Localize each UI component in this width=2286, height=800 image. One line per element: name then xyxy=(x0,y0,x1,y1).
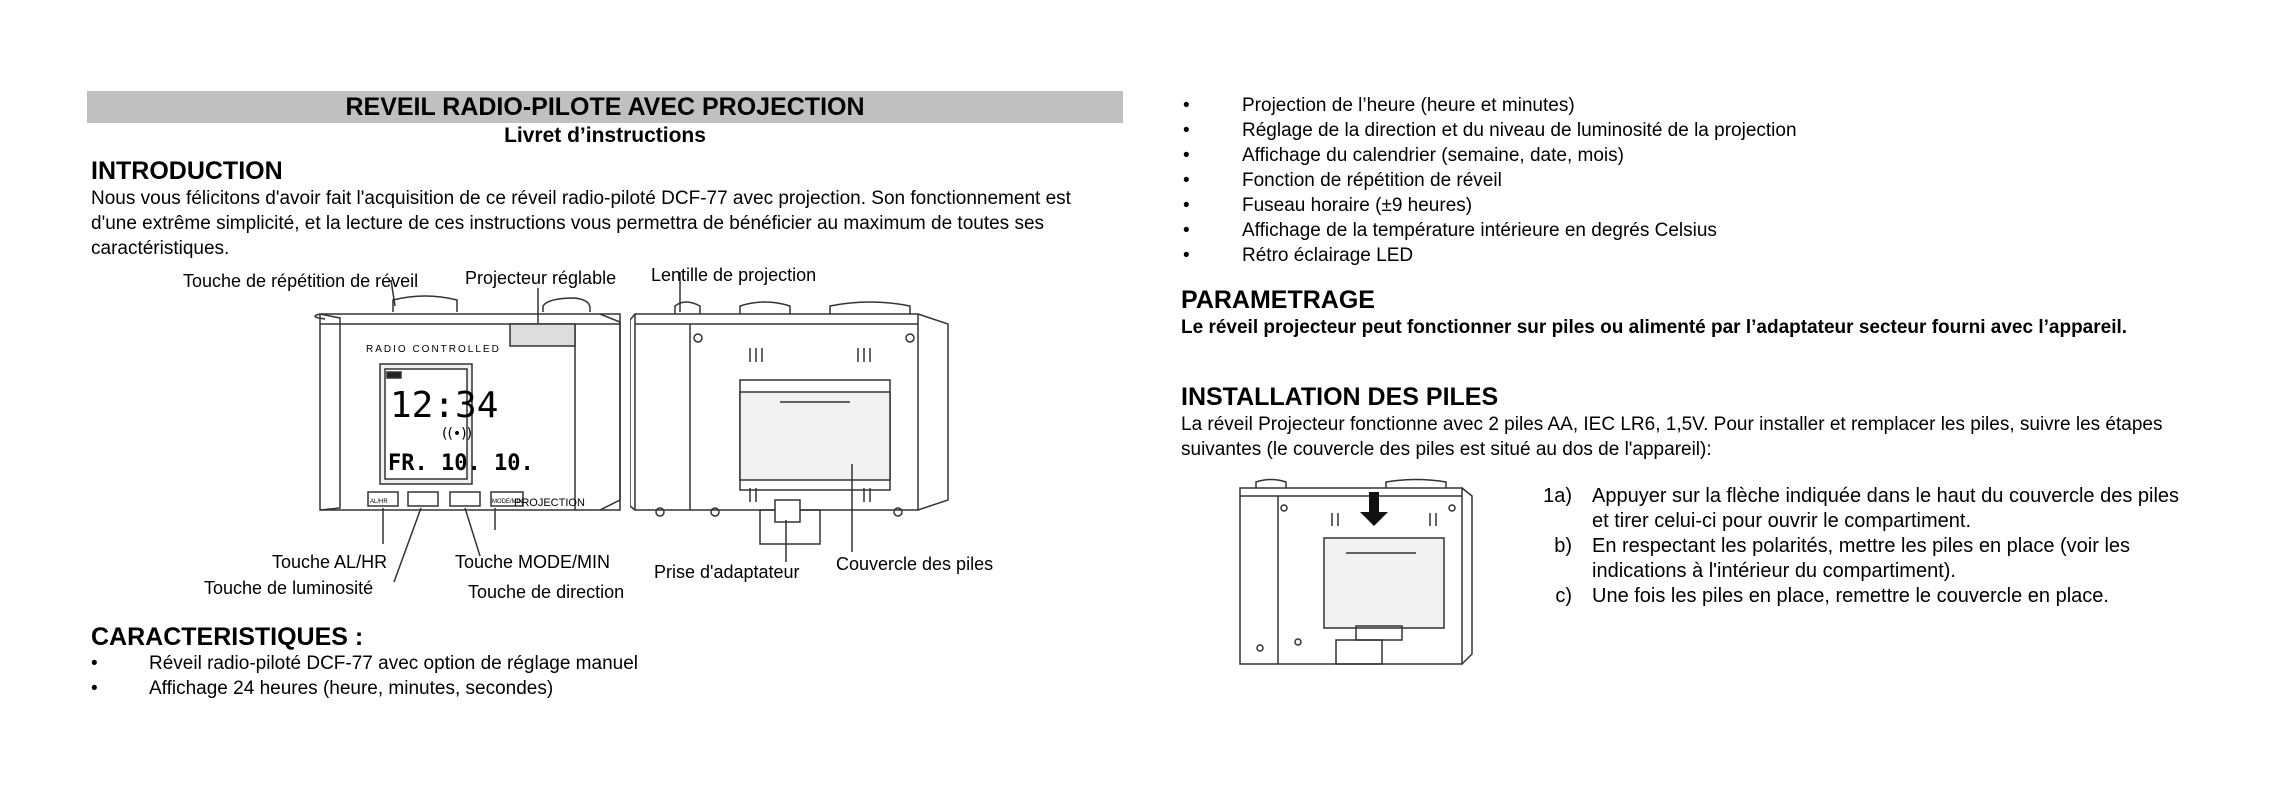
list-item: • Réglage de la direction et du niveau de luminosité de la projection xyxy=(1183,120,1797,141)
caracteristiques-heading: CARACTERISTIQUES : xyxy=(91,623,364,651)
step-number: c) xyxy=(1555,585,1572,607)
list-item: • Affichage 24 heures (heure, minutes, secondes) xyxy=(91,678,554,699)
features-list-right xyxy=(1183,93,2183,268)
bullet-icon: • xyxy=(1183,95,1190,116)
projector-shape xyxy=(543,298,590,312)
introduction-text: Nous vous félicitons d'avoir fait l'acquisition de ce réveil radio-piloté DCF-77 avec projection. Son fonctionnement est d'une extrême simplicité, et la lecture de ces instructions vous permettra de bénéficier au maximum de toutes ses caractéristiques. xyxy=(91,188,1071,259)
label-cover: Couvercle des piles xyxy=(836,554,994,574)
installation-text: La réveil Projecteur fonctionne avec 2 piles AA, IEC LR6, 1,5V. Pour installer et remplacer les piles, suivre les étapes suivantes (le couvercle des piles est situé au dos de l'appareil): xyxy=(1181,414,2163,460)
step-text: Appuyer sur la flèche indiquée dans le haut du couvercle des piles et tirer celui-ci pour ouvrir le compartiment. xyxy=(1592,485,2180,532)
parametrage-text: Le réveil projecteur peut fonctionner sur piles ou alimenté par l’adaptateur secteur fourni avec l’appareil. xyxy=(1181,317,2128,338)
introduction-heading: INTRODUCTION xyxy=(91,157,283,185)
list-item: • Réveil radio-piloté DCF-77 avec option de réglage manuel xyxy=(91,653,638,674)
projection-text: PROJECTION xyxy=(514,497,585,509)
installation-steps xyxy=(1516,484,2196,609)
step-1a xyxy=(1516,484,2196,534)
label-snooze: Touche de répétition de réveil xyxy=(183,271,419,291)
step-text: En respectant les polarités, mettre les piles en place (voir les indications à l'intérieur du compartiment). xyxy=(1592,535,2131,582)
step-c xyxy=(1516,584,2196,609)
label-mode: Touche MODE/MIN xyxy=(455,552,611,572)
bullet-icon: • xyxy=(1183,120,1190,141)
step-number: b) xyxy=(1554,535,1572,557)
list-item: • Affichage de la température intérieure en degrés Celsius xyxy=(1183,220,1717,241)
page-subtitle: Livret d’instructions xyxy=(504,124,706,147)
battery-figure xyxy=(1236,478,1476,674)
lcd-date: FR. 10. 10. xyxy=(388,451,534,476)
bullet-icon: • xyxy=(1183,220,1190,241)
step-number: 1a) xyxy=(1543,485,1572,507)
list-item: • Fuseau horaire (±9 heures) xyxy=(1183,195,1473,216)
bullet-icon: • xyxy=(1183,170,1190,191)
label-lens: Lentille de projection xyxy=(651,265,817,285)
bullet-icon: • xyxy=(91,653,98,674)
label-alhr: Touche AL/HR xyxy=(272,552,388,572)
arrow-down-icon xyxy=(1360,492,1388,526)
clock-back-figure xyxy=(630,262,1010,562)
bullet-icon: • xyxy=(91,678,98,699)
alhr-button-text: AL/HR xyxy=(370,499,388,505)
list-item: • Fonction de répétition de réveil xyxy=(1183,170,1502,191)
snooze-button-shape xyxy=(393,296,457,312)
lens-shape xyxy=(675,302,700,314)
label-direction: Touche de direction xyxy=(468,582,625,602)
label-adapter: Prise d'adaptateur xyxy=(654,562,800,582)
mode-button-text: MODE/MIN xyxy=(492,499,523,505)
parametrage-heading: PARAMETRAGE xyxy=(1181,286,1375,314)
wave-icon: ((•)) xyxy=(442,426,473,442)
bullet-icon: • xyxy=(1183,145,1190,166)
brightness-button-shape xyxy=(408,492,438,506)
installation-heading: INSTALLATION DES PILES xyxy=(1181,383,1499,411)
radio-controlled-text: RADIO CONTROLLED xyxy=(366,344,501,355)
direction-button-shape xyxy=(450,492,480,506)
lcd-time: 12:34 xyxy=(390,385,499,426)
list-item: • Affichage du calendrier (semaine, date, mois) xyxy=(1183,145,1624,166)
page-title: REVEIL RADIO-PILOTE AVEC PROJECTION xyxy=(345,93,865,121)
label-projector: Projecteur réglable xyxy=(465,268,617,288)
bullet-icon: • xyxy=(1183,245,1190,266)
bullet-icon: • xyxy=(1183,195,1190,216)
list-item: • Projection de l’heure (heure et minutes) xyxy=(1183,95,1575,116)
list-item: • Rétro éclairage LED xyxy=(1183,245,1414,266)
label-brightness: Touche de luminosité xyxy=(204,578,374,598)
features-list-left xyxy=(91,651,1091,701)
step-text: Une fois les piles en place, remettre le couvercle en place. xyxy=(1592,585,2109,607)
step-b xyxy=(1516,534,2196,584)
